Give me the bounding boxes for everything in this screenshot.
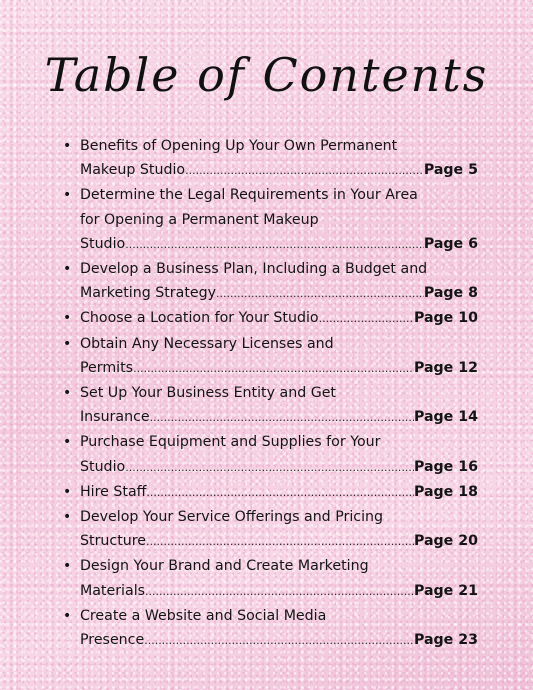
toc-entry-11 [62,604,478,653]
bullet-icon: • [63,558,72,575]
page-number: Page 14 [413,409,478,426]
toc-entry-8 [62,480,478,505]
toc-entry-7 [62,430,478,479]
toc-entry-text: Determine the Legal Requirements in Your Area [80,187,418,204]
toc-entry-text: Studio [80,458,126,475]
dot-leader [133,357,414,381]
toc-entry-text: Design Your Brand and Create Marketing [80,558,369,575]
table-of-contents [62,134,478,653]
toc-entry-text: Structure [80,533,146,550]
dot-leader [216,282,424,306]
page-number: Page 8 [423,285,478,302]
page-number: Page 23 [413,632,478,649]
toc-entry-9 [62,505,478,554]
dot-leader [150,406,414,430]
toc-entry-text: Obtain Any Necessary Licenses and [80,335,334,352]
page-number: Page 21 [413,582,478,599]
dot-leader [125,233,424,257]
toc-entry-3 [62,257,478,306]
toc-entry-2 [62,183,478,257]
bullet-icon: • [63,607,72,624]
toc-entry-text: Purchase Equipment and Supplies for Your [80,434,381,451]
bullet-icon: • [63,310,72,327]
toc-entry-text: Hire Staff [80,483,147,500]
toc-entry-text: Set Up Your Business Entity and Get [80,385,336,402]
page-number: Page 10 [413,310,478,327]
toc-entry-6 [62,381,478,430]
page-number: Page 16 [413,458,478,475]
dot-leader [125,456,414,480]
toc-entry-4 [62,306,478,331]
toc-entry-5 [62,332,478,381]
bullet-icon: • [63,483,72,500]
toc-entry-text: Develop a Business Plan, Including a Budget and [80,261,428,278]
toc-entry-text: Develop Your Service Offerings and Pricing [80,509,384,526]
dot-leader [146,481,414,505]
bullet-icon: • [63,385,72,402]
toc-entry-text: Marketing Strategy [80,285,217,302]
toc-entry-text: Studio [80,235,126,252]
toc-entry-text: for Opening a Permanent Makeup [80,211,319,228]
page-number: Page 18 [413,483,478,500]
bullet-icon: • [63,509,72,526]
toc-entry-text: Benefits of Opening Up Your Own Permanent [80,138,398,154]
dot-leader [145,580,414,604]
toc-entry-text: Materials [80,582,146,599]
toc-entry-text: Makeup Studio [80,162,186,179]
dot-leader [146,530,414,554]
dot-leader [319,307,414,331]
toc-entry-text: Choose a Location for Your Studio [80,310,319,327]
bullet-icon: • [63,138,72,154]
toc-entry-text: Insurance [80,409,150,426]
toc-entry-10 [62,554,478,603]
dot-leader [144,629,414,653]
toc-entry-1 [62,134,478,183]
bullet-icon: • [63,335,72,352]
bullet-icon: • [63,261,72,278]
bullet-icon: • [63,434,72,451]
page-number: Page 20 [413,533,478,550]
page-title: Table of Contents [44,48,489,102]
page-number: Page 12 [413,359,478,376]
dot-leader [185,159,424,183]
toc-entry-text: Permits [80,359,134,376]
bullet-icon: • [63,187,72,204]
page-number: Page 5 [423,162,478,179]
page-number: Page 6 [423,235,478,252]
toc-entry-text: Presence [80,632,145,649]
toc-entry-text: Create a Website and Social Media [80,607,327,624]
